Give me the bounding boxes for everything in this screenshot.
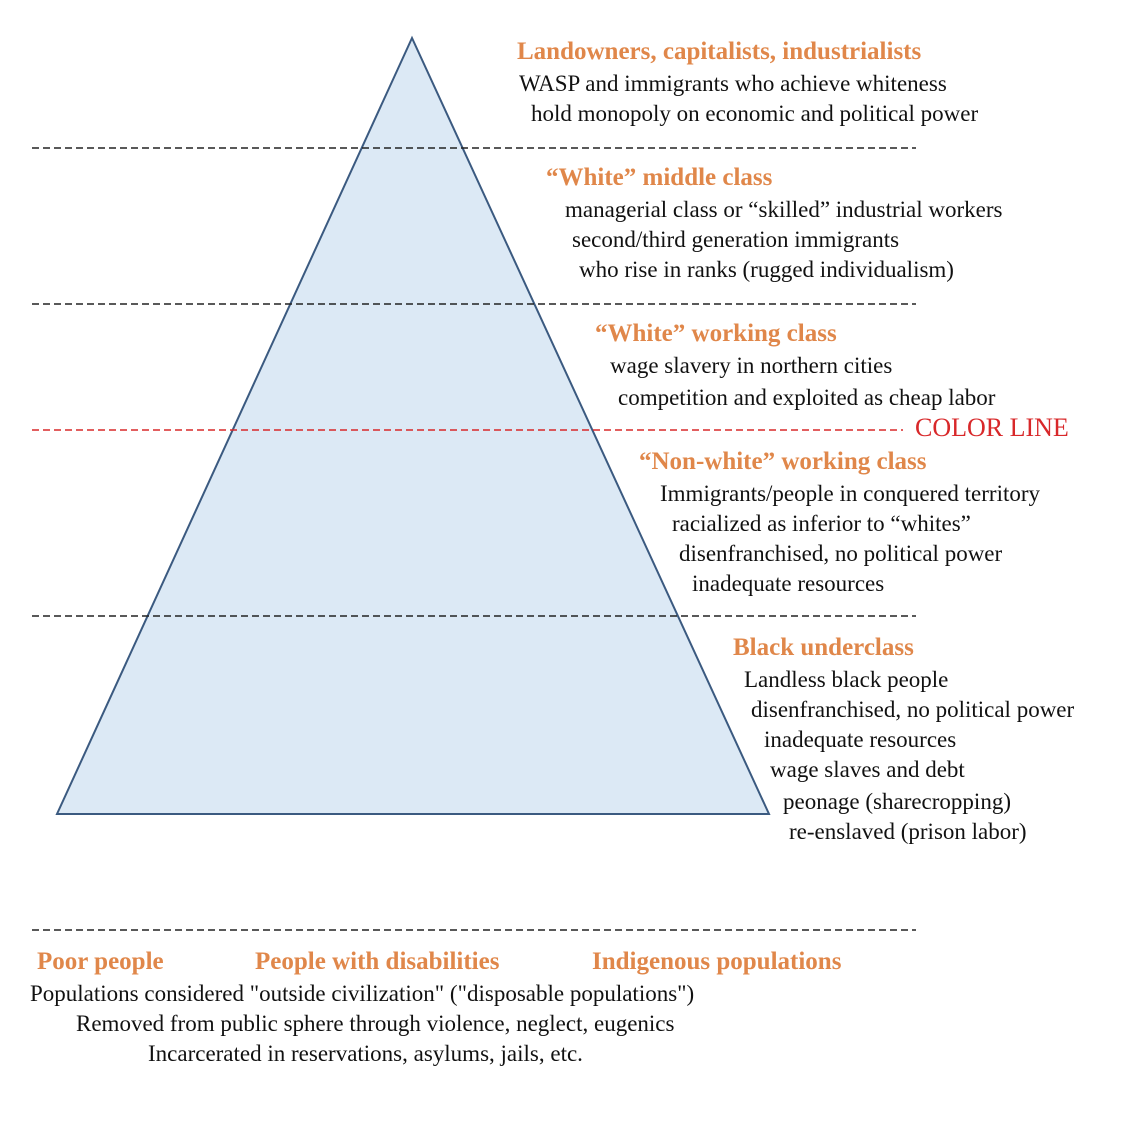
tier-2-heading: “White” middle class <box>546 164 773 191</box>
tier-2-line-3: who rise in ranks (rugged individualism) <box>579 257 954 282</box>
tier-5-line-1: Landless black people <box>744 667 949 692</box>
tier-5-line-5: peonage (sharecropping) <box>783 789 1011 814</box>
tier-4-line-1: Immigrants/people in conquered territory <box>660 481 1041 506</box>
tier-5-line-2: disenfranchised, no political power <box>751 697 1075 722</box>
outside-line-3: Incarcerated in reservations, asylums, jails, etc. <box>148 1041 583 1066</box>
tier-4-line-3: disenfranchised, no political power <box>679 541 1003 566</box>
tier-1-heading: Landowners, capitalists, industrialists <box>517 38 922 65</box>
tier-4-line-2: racialized as inferior to “whites” <box>672 511 971 536</box>
outside-line-2: Removed from public sphere through violence, neglect, eugenics <box>76 1011 675 1036</box>
tier-1-line-2: hold monopoly on economic and political power <box>531 101 979 126</box>
tier-5-line-3: inadequate resources <box>764 727 957 752</box>
tier-4-heading: “Non-white” working class <box>639 448 927 475</box>
tier-1-line-1: WASP and immigrants who achieve whiteness <box>519 71 947 96</box>
outside-heading-poor-people: Poor people <box>37 948 164 975</box>
outside-line-1: Populations considered "outside civilization" ("disposable populations") <box>30 981 695 1006</box>
color-line-label: COLOR LINE <box>915 413 1069 442</box>
tier-5-heading: Black underclass <box>733 634 914 661</box>
tier-3-line-2: competition and exploited as cheap labor <box>618 385 996 410</box>
tier-5-line-4: wage slaves and debt <box>770 757 965 782</box>
tier-4-line-4: inadequate resources <box>692 571 885 596</box>
outside-heading-indigenous: Indigenous populations <box>592 948 842 975</box>
outside-heading-disabilities: People with disabilities <box>255 948 500 975</box>
tier-2-line-2: second/third generation immigrants <box>572 227 900 252</box>
tier-3-heading: “White” working class <box>595 320 837 347</box>
tier-3-line-1: wage slavery in northern cities <box>610 353 893 378</box>
tier-5-line-6: re-enslaved (prison labor) <box>789 819 1027 844</box>
tier-2-line-1: managerial class or “skilled” industrial workers <box>565 197 1003 222</box>
pyramid <box>57 38 769 814</box>
